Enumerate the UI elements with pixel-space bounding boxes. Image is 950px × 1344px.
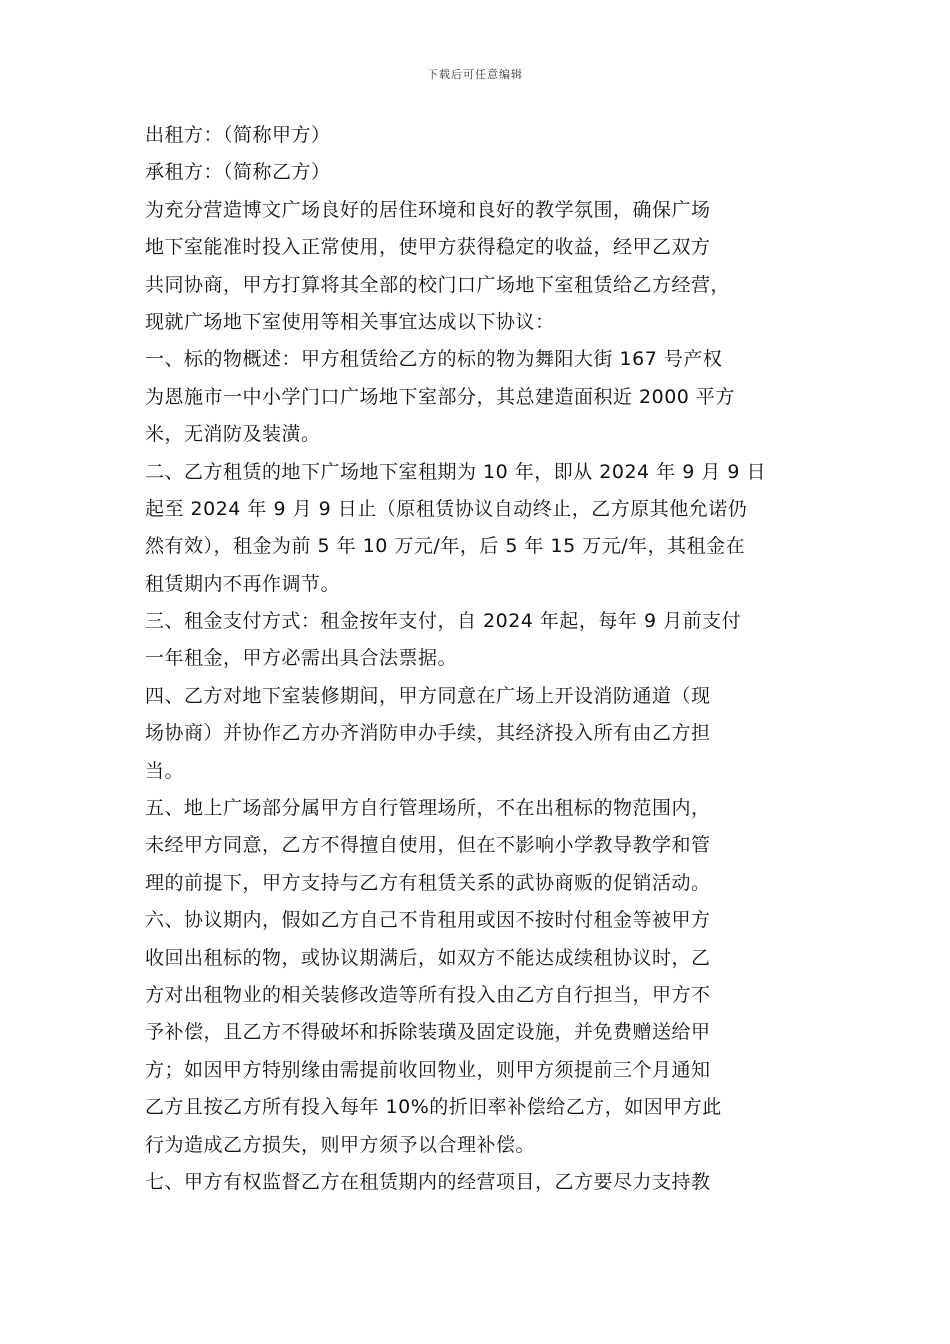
- text-line: 方对出租物业的相关装修改造等所有投入由乙方自行担当，甲方不: [145, 983, 711, 1006]
- text-line: 方；如因甲方特别缘由需提前收回物业，则甲方须提前三个月通知: [145, 1058, 711, 1081]
- text-line: 四、乙方对地下室装修期间，甲方同意在广场上开设消防通道（现: [145, 684, 711, 707]
- text-line: 现就广场地下室使用等相关事宜达成以下协议：: [145, 310, 555, 333]
- document-body: [145, 117, 817, 1201]
- text-line: 共同协商，甲方打算将其全部的校门口广场地下室租赁给乙方经营，: [145, 273, 731, 296]
- text-line: 出租方：（简称甲方）: [145, 124, 331, 146]
- text-line: 理的前提下，甲方支持与乙方有租赁关系的武协商贩的促销活动。: [145, 871, 711, 894]
- text-line: 二、乙方租赁的地下广场地下室租期为 10 年，即从 2024 年 9 月 9 日: [145, 460, 767, 483]
- text-line: 未经甲方同意，乙方不得擅自使用，但在不影响小学教导教学和管: [145, 834, 711, 857]
- text-line: 地下室能准时投入正常使用，使甲方获得稳定的收益，经甲乙双方: [145, 236, 711, 259]
- text-line: 租赁期内不再作调节。: [145, 572, 341, 595]
- text-line: 六、协议期内，假如乙方自己不肯租用或因不按时付租金等被甲方: [145, 909, 711, 932]
- text-line: 三、租金支付方式：租金按年支付，自 2024 年起，每年 9 月前支付: [145, 610, 742, 633]
- text-line: 当。: [145, 759, 185, 782]
- text-line: 一、标的物概述：甲方租赁给乙方的标的物为舞阳大街 167 号产权: [145, 348, 723, 371]
- text-line: 七、甲方有权监督乙方在租赁期内的经营项目，乙方要尽力支持教: [145, 1170, 711, 1193]
- text-line: 行为造成乙方损失，则甲方须予以合理补偿。: [145, 1133, 536, 1156]
- text-line: 起至 2024 年 9 月 9 日止（原租赁协议自动终止，乙方原其他允诺仍: [145, 497, 748, 520]
- text-line: 为恩施市一中小学门口广场地下室部分，其总建造面积近 2000 平方: [145, 385, 735, 408]
- text-line: 承租方：（简称乙方）: [145, 161, 331, 184]
- text-line: 乙方且按乙方所有投入每年 10%的折旧率补偿给乙方，如因甲方此: [145, 1096, 722, 1119]
- text-line: 米，无消防及装潢。: [145, 423, 321, 446]
- text-line: 予补偿，且乙方不得破坏和拆除装璜及固定设施，并免费赠送给甲: [145, 1021, 711, 1044]
- text-line: 五、地上广场部分属甲方自行管理场所，不在出租标的物范围内，: [145, 797, 711, 820]
- text-line: 收回出租标的物，或协议期满后，如双方不能达成续租协议时，乙: [145, 946, 711, 969]
- page-header-note: 下载后可任意编辑: [427, 68, 523, 81]
- text-line: 然有效），租金为前 5 年 10 万元/年，后 5 年 15 万元/年，其租金在: [145, 535, 746, 558]
- text-line: 场协商）并协作乙方办齐消防申办手续，其经济投入所有由乙方担: [145, 722, 711, 745]
- text-line: 一年租金，甲方必需出具合法票据。: [145, 647, 458, 670]
- text-line: 为充分营造博文广场良好的居住环境和良好的教学氛围，确保广场: [145, 198, 711, 221]
